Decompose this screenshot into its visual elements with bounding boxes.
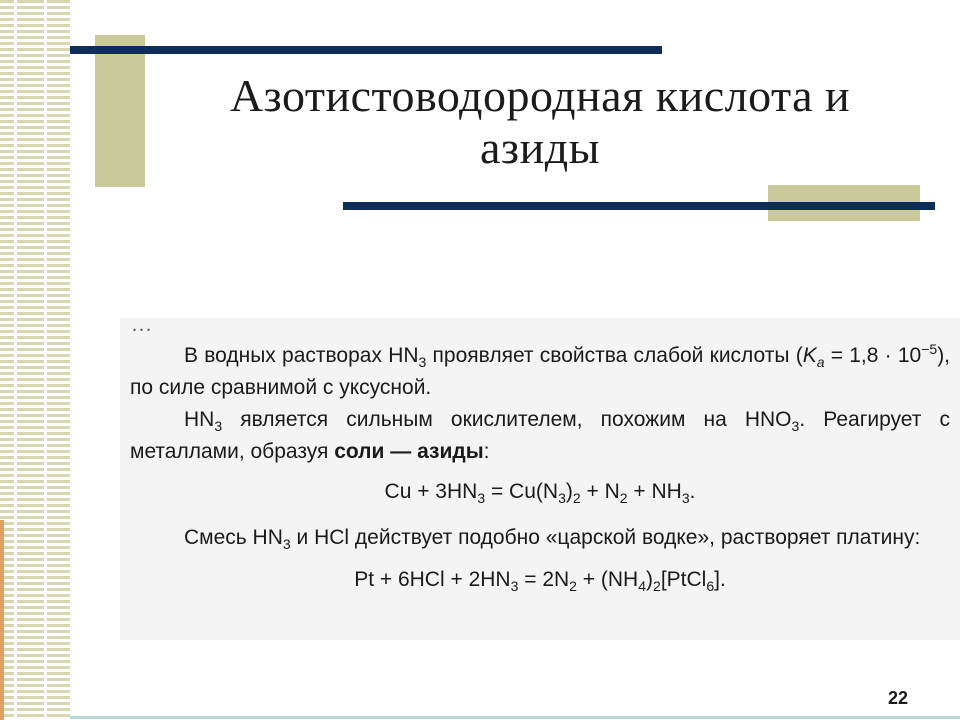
slide-title-line2: азиды: [479, 122, 600, 173]
left-striped-border: [0, 0, 70, 720]
equation-platinum: $Pt + 6HCl + 2HN_3 = 2N_2$ + $(NH_4)_2[PtCl_6]$.: [354, 568, 726, 595]
scanned-text-image: [120, 314, 960, 640]
navy-decor-bar-top: [70, 46, 662, 54]
left-accent-line: [0, 520, 4, 720]
page-number: 22: [888, 688, 909, 708]
olive-decor-block-left: [95, 35, 145, 187]
navy-decor-bar-bottom: [343, 202, 935, 210]
cropped-text-fragment: ...: [132, 314, 153, 336]
slide-title: [160, 70, 920, 174]
bottom-divider: [70, 716, 960, 719]
paragraph-aqua-regia: Смесь $HN_3$ и HCl действует подобно «царской водке», растворяет платину:: [184, 526, 921, 553]
scanned-text-body: [130, 340, 950, 610]
equation-copper: $Cu + 3HN_3 = Cu(N_3)_2 + N_2 + NH_3$.: [384, 480, 696, 507]
slide-title-line1: Азотистоводородная кислота и: [229, 70, 851, 121]
paragraph-acidity: В водных растворах $HN_3$ проявляет свойства слабой кислоты $(K_a = 1,8 \cdot 10^{-5})$, по силе сравнимой с уксусной.: [130, 341, 951, 399]
paragraph-oxidizer: $HN_3$ является сильным окислителем, похожим на $HNO_3$. Реагирует с металлами, образуя соли — азиды:: [130, 408, 950, 463]
